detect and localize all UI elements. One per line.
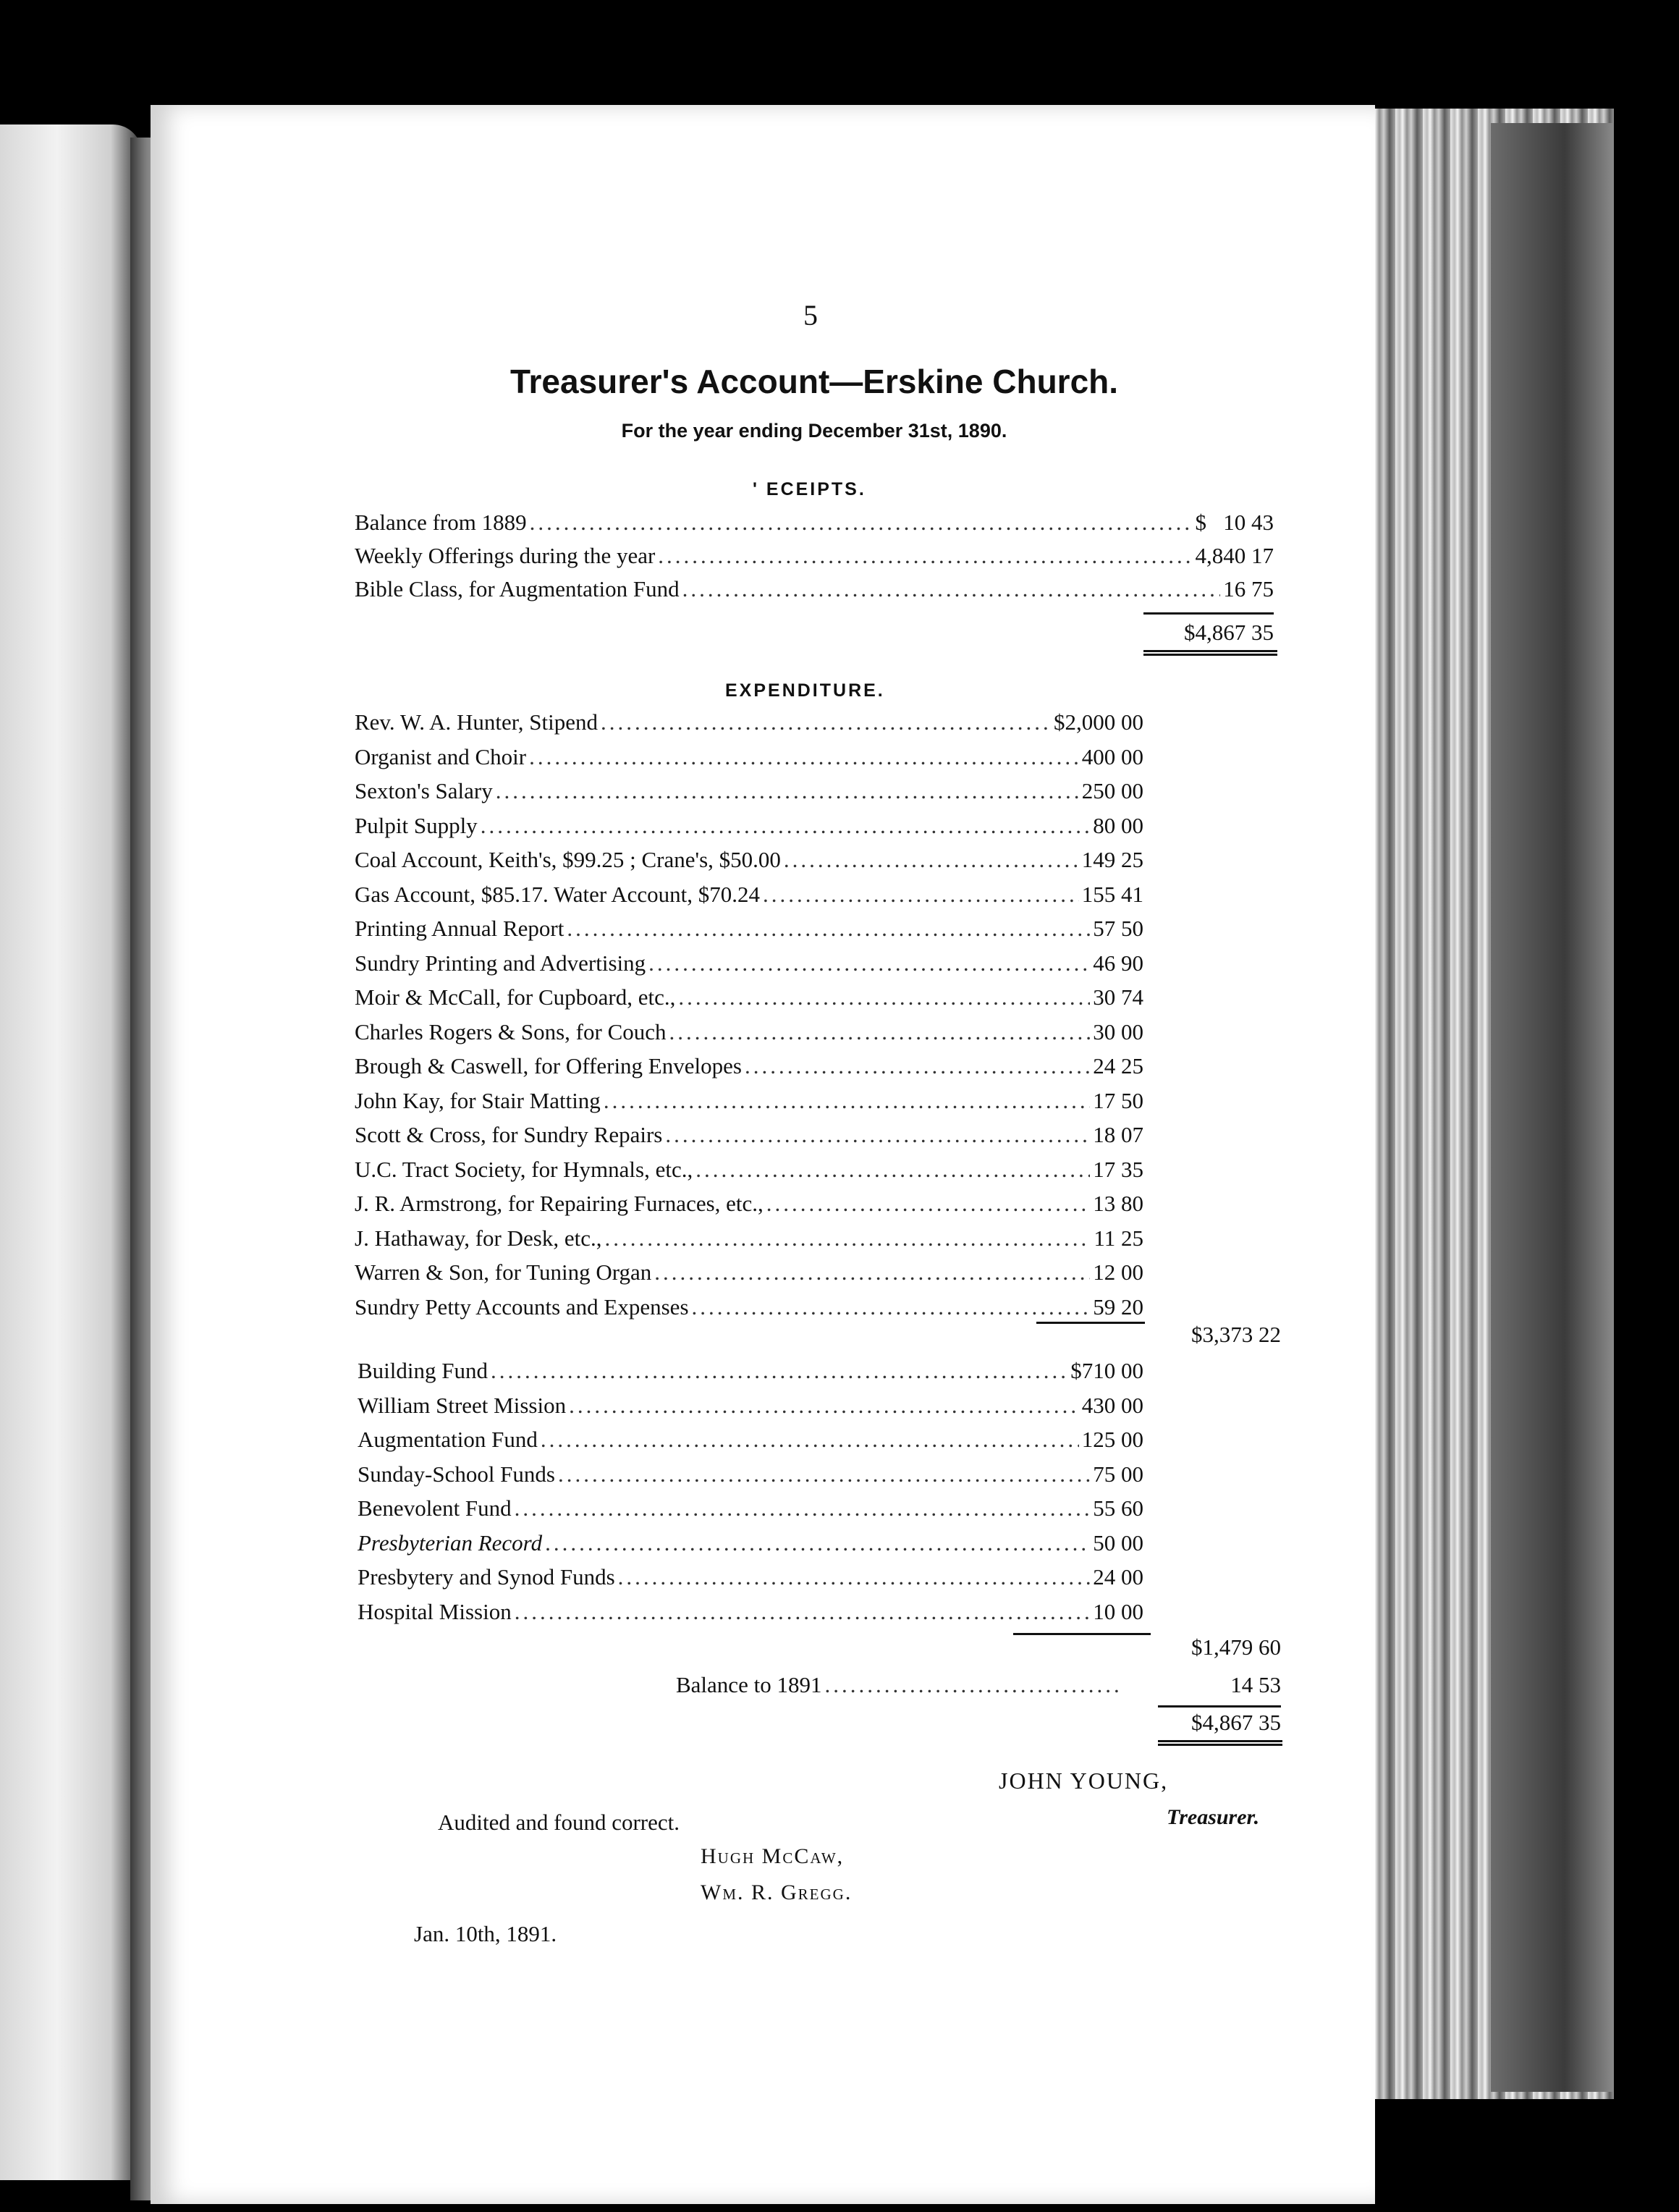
expenditure-label: Printing Annual Report xyxy=(355,916,564,941)
expenditure-label: Moir & McCall, for Cupboard, etc., xyxy=(355,984,676,1010)
leader-dots xyxy=(530,510,1193,536)
expenditure-amount: 12 00 xyxy=(1093,1259,1143,1285)
leader-dots xyxy=(669,1019,1091,1045)
leader-dots xyxy=(604,1225,1091,1251)
expenditure-amount: 59 20 xyxy=(1093,1293,1143,1320)
expenditure-amount: 30 00 xyxy=(1093,1018,1143,1044)
balance-label: Balance to 1891 xyxy=(676,1672,822,1697)
expenditure-row xyxy=(355,1019,1143,1045)
leader-dots xyxy=(604,1088,1090,1114)
leader-dots xyxy=(665,1122,1090,1148)
leader-dots xyxy=(766,1191,1090,1217)
leader-dots xyxy=(763,882,1079,908)
expenditure-row xyxy=(355,950,1143,976)
expenditure-amount: 400 00 xyxy=(1081,743,1143,769)
leader-dots xyxy=(654,1259,1090,1286)
expenditure-amount: 17 50 xyxy=(1093,1087,1143,1113)
page-title: Treasurer's Account—Erskine Church. xyxy=(509,363,1119,400)
leader-dots xyxy=(515,1495,1091,1521)
expenditure-label: J. Hathaway, for Desk, etc., xyxy=(355,1225,602,1251)
receipt-amount: $ 10 43 xyxy=(1195,510,1274,535)
leader-dots xyxy=(558,1461,1090,1487)
fund-row xyxy=(358,1358,1143,1384)
expenditure-row xyxy=(355,847,1143,873)
expenditure-subtotal: $3,373 22 xyxy=(1191,1322,1281,1347)
expenditure-amount: 24 25 xyxy=(1093,1053,1143,1078)
fund-row xyxy=(358,1393,1143,1419)
sum-rule xyxy=(1143,612,1274,615)
receipt-label: Balance from 1889 xyxy=(355,510,527,535)
expenditure-row xyxy=(355,1053,1143,1079)
expenditure-amount: 30 74 xyxy=(1093,984,1143,1010)
fund-amount: 125 00 xyxy=(1081,1427,1143,1452)
fund-amount: $710 00 xyxy=(1070,1358,1143,1383)
receipt-amount: 16 75 xyxy=(1223,576,1274,601)
double-rule xyxy=(1143,650,1277,656)
leader-dots xyxy=(496,778,1079,804)
receipt-amount: 4,840 17 xyxy=(1195,543,1274,568)
expenditure-label: Charles Rogers & Sons, for Couch xyxy=(355,1018,667,1044)
leader-dots xyxy=(618,1564,1091,1590)
expenditure-amount: 17 35 xyxy=(1093,1156,1143,1182)
expenditure-label: Sundry Petty Accounts and Expenses xyxy=(355,1293,689,1320)
expenditure-amount: $2,000 00 xyxy=(1054,709,1143,735)
fund-row xyxy=(358,1599,1143,1625)
expenditure-amount: 13 80 xyxy=(1093,1191,1143,1216)
sum-rule xyxy=(1158,1705,1281,1707)
grand-total: $4,867 35 xyxy=(1191,1710,1281,1735)
expenditure-label: U.C. Tract Society, for Hymnals, etc., xyxy=(355,1156,693,1182)
fund-label: Sunday-School Funds xyxy=(358,1461,555,1487)
expenditure-row xyxy=(355,1157,1143,1183)
balance-amount: 14 53 xyxy=(1230,1672,1281,1697)
fund-label: William Street Mission xyxy=(358,1392,567,1418)
expenditure-label: Warren & Son, for Tuning Organ xyxy=(355,1259,652,1285)
fund-label: Hospital Mission xyxy=(358,1598,512,1624)
fund-label: Augmentation Fund xyxy=(358,1427,538,1452)
leader-dots xyxy=(658,543,1192,569)
leader-dots xyxy=(824,1672,1119,1698)
book-cover-edge xyxy=(1491,123,1614,2092)
fund-label: Presbyterian Record xyxy=(358,1529,543,1555)
expenditure-amount: 155 41 xyxy=(1081,881,1143,907)
expenditure-row xyxy=(355,1225,1143,1251)
expenditure-amount: 250 00 xyxy=(1081,778,1143,803)
receipts-heading: ' ECEIPTS. xyxy=(753,479,866,499)
expenditure-heading: EXPENDITURE. xyxy=(725,680,885,701)
leader-dots xyxy=(529,744,1079,770)
expenditure-row xyxy=(355,813,1143,839)
expenditure-amount: 11 25 xyxy=(1094,1225,1143,1251)
expenditure-row xyxy=(355,744,1143,770)
fund-amount: 10 00 xyxy=(1093,1598,1143,1624)
expenditure-row xyxy=(355,882,1143,908)
leader-dots xyxy=(541,1427,1079,1453)
leader-dots xyxy=(491,1358,1067,1384)
audit-date: Jan. 10th, 1891. xyxy=(414,1921,557,1946)
fund-label: Benevolent Fund xyxy=(358,1495,512,1521)
fund-amount: 75 00 xyxy=(1093,1461,1143,1487)
fund-row xyxy=(358,1427,1143,1453)
expenditure-amount: 149 25 xyxy=(1081,847,1143,872)
fund-label: Building Fund xyxy=(358,1358,489,1383)
fund-amount: 430 00 xyxy=(1081,1392,1143,1418)
receipt-row xyxy=(355,510,1274,536)
expenditure-label: Organist and Choir xyxy=(355,743,527,769)
auditor-2: Wm. R. Gregg. xyxy=(701,1880,853,1904)
expenditure-row xyxy=(355,778,1143,804)
leader-dots xyxy=(784,847,1079,873)
page-subtitle: For the year ending December 31st, 1890. xyxy=(621,420,1007,442)
receipt-row xyxy=(355,576,1274,602)
leader-dots xyxy=(569,1393,1079,1419)
leader-dots xyxy=(678,984,1090,1010)
page-number: 5 xyxy=(803,299,818,332)
treasurer-title: Treasurer. xyxy=(1167,1805,1260,1829)
expenditure-row xyxy=(355,916,1143,942)
fund-amount: 50 00 xyxy=(1093,1529,1143,1555)
leader-dots xyxy=(682,576,1221,602)
fund-amount: 24 00 xyxy=(1093,1564,1143,1590)
leader-dots xyxy=(692,1294,1091,1320)
expenditure-row xyxy=(355,709,1143,735)
expenditure-label: Pulpit Supply xyxy=(355,812,478,838)
leader-dots xyxy=(648,950,1090,976)
fund-row xyxy=(358,1564,1143,1590)
leader-dots xyxy=(695,1157,1090,1183)
audit-statement: Audited and found correct. xyxy=(438,1810,680,1835)
leader-dots xyxy=(745,1053,1090,1079)
fund-label: Presbytery and Synod Funds xyxy=(358,1564,615,1590)
expenditure-amount: 46 90 xyxy=(1093,950,1143,976)
leader-dots xyxy=(481,813,1091,839)
leader-dots xyxy=(545,1530,1090,1556)
double-rule xyxy=(1158,1740,1282,1746)
expenditure-label: Rev. W. A. Hunter, Stipend xyxy=(355,709,599,735)
funds-subtotal: $1,479 60 xyxy=(1191,1634,1281,1660)
expenditure-row xyxy=(355,1122,1143,1148)
receipt-row xyxy=(355,543,1274,569)
expenditure-row xyxy=(355,1191,1143,1217)
expenditure-label: J. R. Armstrong, for Repairing Furnaces, etc., xyxy=(355,1191,764,1216)
leader-dots xyxy=(601,709,1051,735)
expenditure-row xyxy=(355,1088,1143,1114)
receipt-label: Bible Class, for Augmentation Fund xyxy=(355,576,680,601)
receipt-label: Weekly Offerings during the year xyxy=(355,543,656,568)
leader-dots xyxy=(515,1599,1091,1625)
expenditure-row xyxy=(355,984,1143,1010)
expenditure-label: Coal Account, Keith's, $99.25 ; Crane's, $50.00 xyxy=(355,847,781,872)
expenditure-label: Brough & Caswell, for Offering Envelopes xyxy=(355,1053,742,1078)
expenditure-amount: 80 00 xyxy=(1093,812,1143,838)
auditor-1: Hugh McCaw, xyxy=(701,1844,845,1868)
expenditure-label: John Kay, for Stair Matting xyxy=(355,1087,601,1113)
balance-row xyxy=(676,1672,1281,1698)
treasurer-name: JOHN YOUNG, xyxy=(999,1768,1169,1794)
expenditure-row xyxy=(355,1294,1143,1320)
fund-amount: 55 60 xyxy=(1093,1495,1143,1521)
expenditure-label: Sexton's Salary xyxy=(355,778,493,803)
expenditure-amount: 18 07 xyxy=(1093,1122,1143,1147)
expenditure-row xyxy=(355,1259,1143,1286)
fund-row xyxy=(358,1495,1143,1521)
receipts-total: $4,867 35 xyxy=(1184,620,1274,645)
expenditure-label: Sundry Printing and Advertising xyxy=(355,950,646,976)
expenditure-label: Gas Account, $85.17. Water Account, $70.24 xyxy=(355,881,760,907)
fund-row xyxy=(358,1530,1143,1556)
expenditure-amount: 57 50 xyxy=(1093,916,1143,941)
fund-row xyxy=(358,1461,1143,1487)
expenditure-label: Scott & Cross, for Sundry Repairs xyxy=(355,1122,663,1147)
leader-dots xyxy=(567,916,1090,942)
